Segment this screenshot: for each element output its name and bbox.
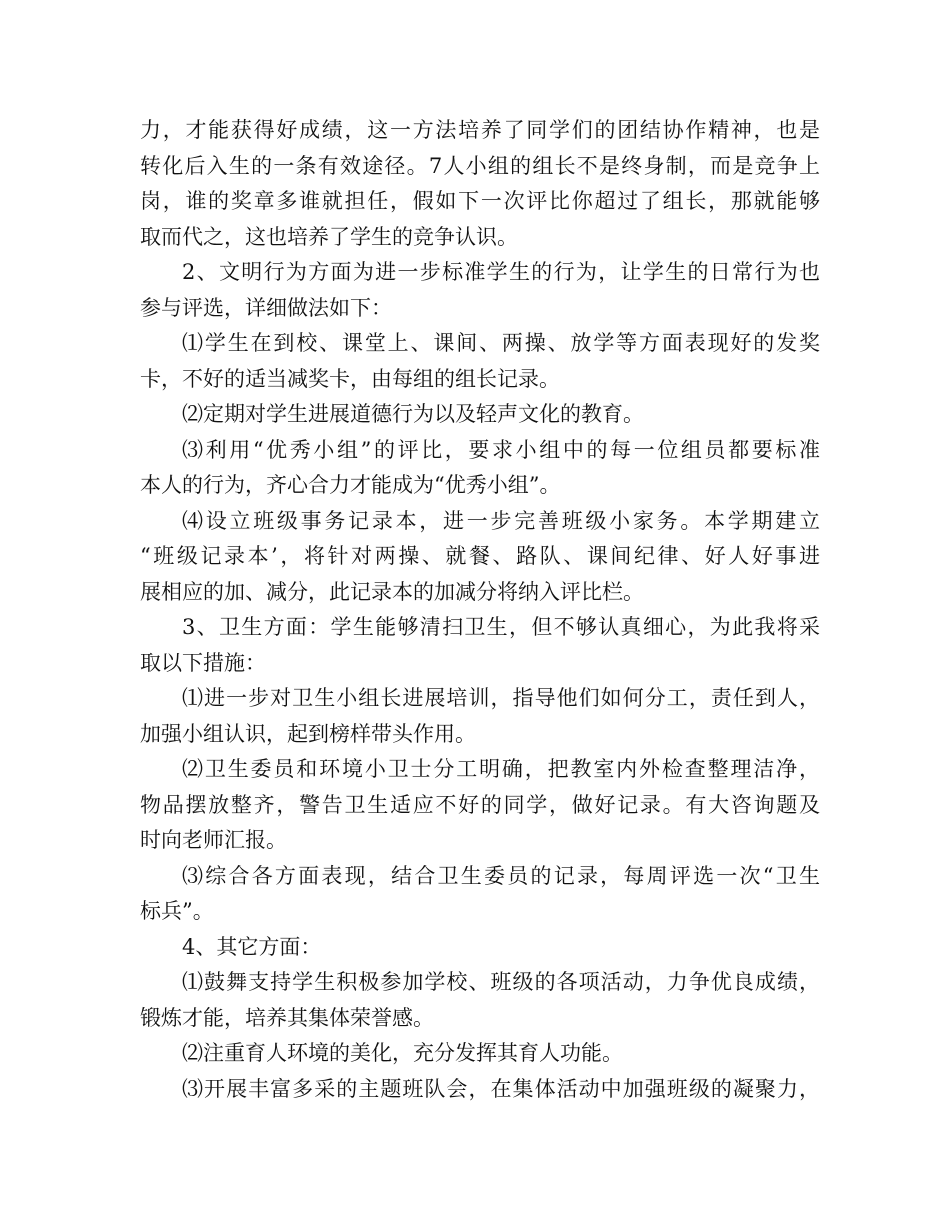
text-line: 展相应的加、减分，此记录本的加减分将纳入评比栏。 xyxy=(140,579,644,604)
text-line: 加强小组认识，起到榜样带头作用。 xyxy=(140,721,476,746)
text-line: 取而代之，这也培养了学生的竞争认识。 xyxy=(140,224,518,249)
text-line: ⑵卫生委员和环境小卫士分工明确，把教室内外检查整理洁净， xyxy=(182,757,820,781)
text-line: 本人的行为，齐心合力才能成为“优秀小组”。 xyxy=(140,473,561,497)
document-body xyxy=(140,113,820,1107)
text-line: ⑴鼓舞支持学生积极参加学校、班级的各项活动，力争优良成绩， xyxy=(182,970,820,994)
text-line: 物品摆放整齐，警告卫生适应不好的同学，做好记录。有大咨询题及 xyxy=(140,792,820,817)
text-line: ⑶综合各方面表现，结合卫生委员的记录，每周评选一次“卫生 xyxy=(182,863,820,888)
text-line: ⑴学生在到校、课堂上、课间、两操、放学等方面表现好的发奖 xyxy=(182,331,820,355)
text-line: 标兵”。 xyxy=(140,899,214,923)
text-line: 4、其它方面： xyxy=(182,934,322,959)
text-line: ⑶开展丰富多采的主题班队会，在集体活动中加强班级的凝聚力， xyxy=(182,1076,820,1101)
text-line: 时向老师汇报。 xyxy=(140,828,287,852)
text-line: 岗，谁的奖章多谁就担任，假如下一次评比你超过了组长，那就能够 xyxy=(140,189,820,213)
text-line: 参与评选，详细做法如下： xyxy=(140,295,392,320)
text-line: 取以下措施： xyxy=(140,650,266,675)
text-line: ⑵注重育人环境的美化，充分发挥其育人功能。 xyxy=(182,1041,623,1065)
text-line: ⑷设立班级事务记录本，进一步完善班级小家务。本学期建立 xyxy=(182,508,820,533)
text-line: 力，才能获得好成绩，这一方法培养了同学们的团结协作精神，也是 xyxy=(140,118,820,142)
text-line: 卡，不好的适当减奖卡，由每组的组长记录。 xyxy=(140,366,560,391)
text-line: “班级记录本’，将针对两操、就餐、路队、课间纪律、好人好事进 xyxy=(140,544,820,568)
text-line: 2、文明行为方面为进一步标准学生的行为，让学生的日常行为也 xyxy=(182,260,820,284)
text-line: 3、卫生方面：学生能够清扫卫生，但不够认真细心，为此我将采 xyxy=(182,615,820,639)
text-line: ⑴进一步对卫生小组长进展培训，指导他们如何分工，责任到人， xyxy=(182,686,820,710)
text-line: ⑶利用“优秀小组”的评比，要求小组中的每一位组员都要标准 xyxy=(182,437,820,462)
text-line: 转化后入生的一条有效途径。7人小组的组长不是终身制，而是竞争上 xyxy=(140,153,820,178)
text-line: 锻炼才能，培养其集体荣誉感。 xyxy=(140,1005,434,1030)
text-line: ⑵定期对学生进展道德行为以及轻声文化的教育。 xyxy=(182,402,644,426)
